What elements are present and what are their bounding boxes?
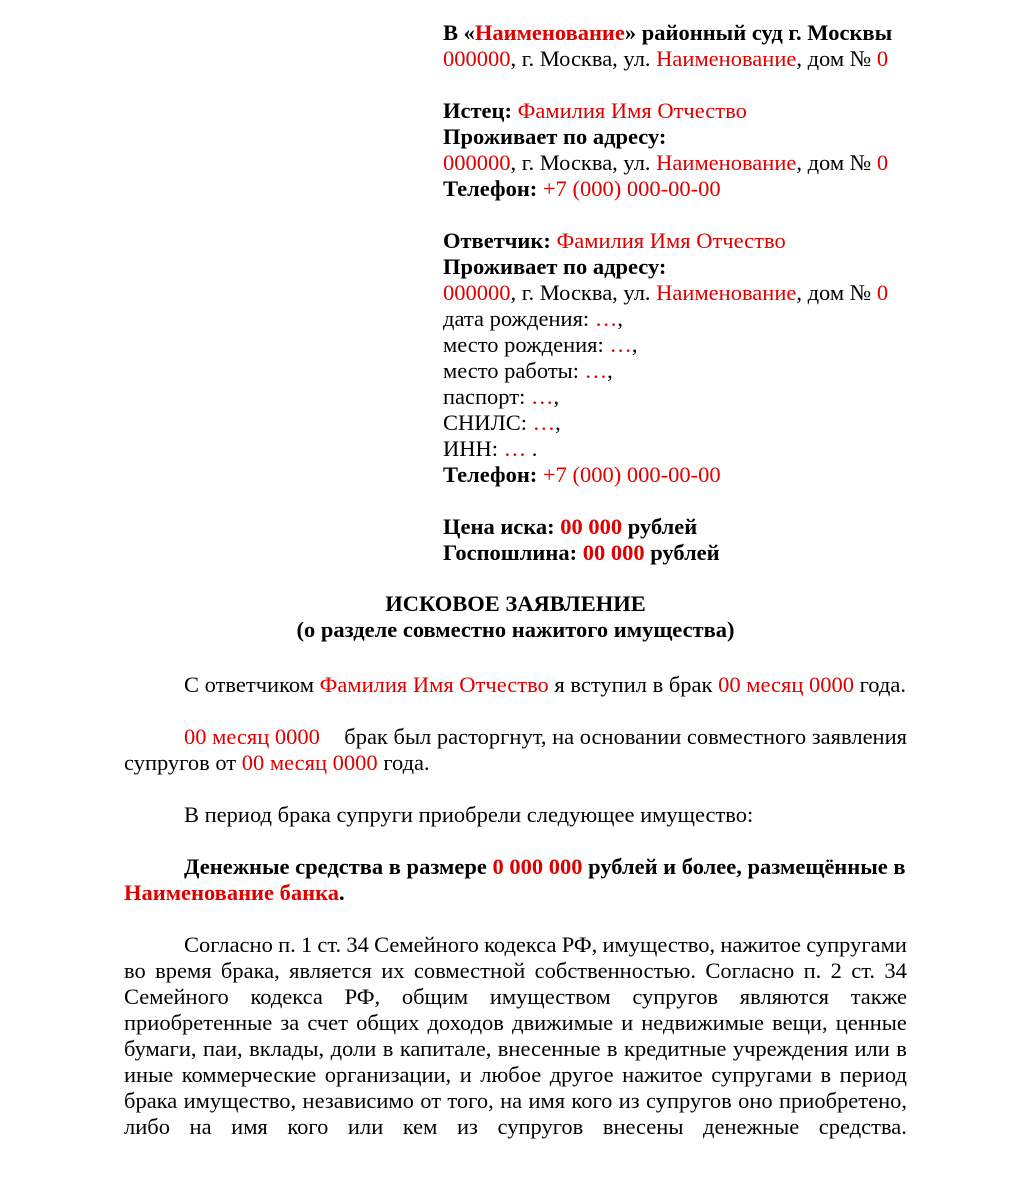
legal-line: брака имущество, независимо от того, на имя кого из супругов оно приобретено, — [124, 1088, 907, 1113]
court-name-placeholder: Наименование — [474, 20, 625, 45]
paragraph-legal-basis — [124, 932, 907, 1140]
legal-line: во время брака, является их совместной собственностью. Согласно п. 2 ст. 34 — [124, 958, 907, 983]
plaintiff-address-label: Проживает по адресу: — [443, 124, 667, 149]
paragraph-divorce: 00 месяц 0000 брак был расторгнут, на основании совместного заявления супругов от 00 месяц 0000 года. — [124, 724, 907, 775]
defendant-name-placeholder: Фамилия Имя Отчество — [556, 228, 786, 253]
title-sub: (о разделе совместно нажитого имущества) — [296, 617, 735, 642]
paragraph-property-intro: В период брака супруги приобрели следующее имущество: — [184, 802, 754, 827]
plaintiff-name-placeholder: Фамилия Имя Отчество — [517, 98, 747, 123]
defendant-line: Ответчик: Фамилия Имя Отчество — [443, 228, 786, 253]
defendant-address-label: Проживает по адресу: — [443, 254, 667, 279]
defendant-passport-line: паспорт: …, — [443, 384, 560, 409]
plaintiff-line: Истец: Фамилия Имя Отчество — [443, 98, 747, 123]
header-block — [443, 20, 1003, 566]
court-address-line: 000000, г. Москва, ул. Наименование, дом № 0 — [443, 46, 889, 71]
court-line: В «Наименование» районный суд г. Москвы — [443, 20, 893, 45]
plaintiff-address-line: 000000, г. Москва, ул. Наименование, дом № 0 — [443, 150, 889, 175]
legal-line: Семейного кодекса РФ, общим имуществом супругов являются также — [124, 984, 907, 1009]
plaintiff-phone-line: Телефон: +7 (000) 000-00-00 — [443, 176, 721, 201]
legal-line: либо на имя кого или кем из супругов внесены денежные средства. — [124, 1114, 907, 1139]
defendant-phone-line: Телефон: +7 (000) 000-00-00 — [443, 462, 721, 487]
paragraph-funds: Денежные средства в размере 0 000 000 рублей и более, размещённые в Наименование банка. — [124, 854, 906, 905]
defendant-inn-line: ИНН: … . — [443, 436, 538, 461]
title-main: ИСКОВОЕ ЗАЯВЛЕНИЕ — [385, 591, 646, 616]
defendant-birth-date-line: дата рождения: …, — [443, 306, 623, 331]
legal-line: иные коммерческие организации, и любое другое нажитое супругами в период — [124, 1062, 907, 1087]
defendant-birth-place-line: место рождения: …, — [443, 332, 638, 357]
document-title — [124, 591, 907, 643]
legal-line: бумаги, паи, вклады, доли в капитале, внесенные в кредитные учреждения или в — [124, 1036, 907, 1061]
claim-price-line: Цена иска: 00 000 рублей — [443, 514, 698, 539]
defendant-snils-line: СНИЛС: …, — [443, 410, 561, 435]
defendant-work-line: место работы: …, — [443, 358, 613, 383]
legal-line: приобретенные за счет общих доходов движимые и недвижимые вещи, ценные — [124, 1010, 907, 1035]
defendant-address-line: 000000, г. Москва, ул. Наименование, дом № 0 — [443, 280, 889, 305]
paragraph-marriage: С ответчиком Фамилия Имя Отчество я вступил в брак 00 месяц 0000 года. — [184, 672, 906, 697]
fee-line: Госпошлина: 00 000 рублей — [443, 540, 720, 565]
legal-line: Согласно п. 1 ст. 34 Семейного кодекса РФ, имущество, нажитое супругами — [184, 932, 907, 957]
